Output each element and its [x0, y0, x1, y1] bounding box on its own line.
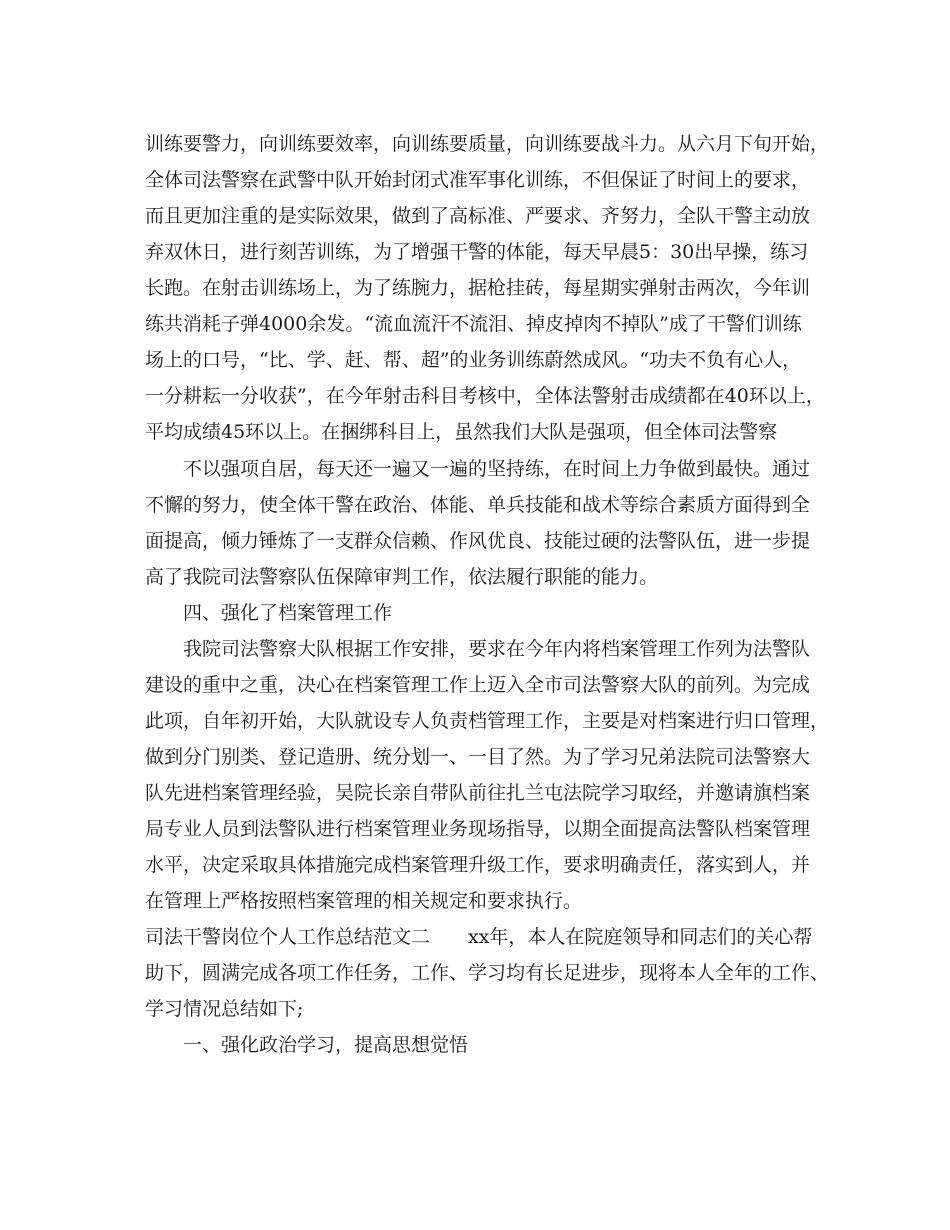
text-line: 不以强项自居，每天还一遍又一遍的坚持练，在时间上力争做到最快。通过 [183, 458, 811, 480]
text-line: 水平，决定采取具体措施完成档案管理升级工作，要求明确责任，落实到人，并 [145, 854, 811, 876]
text-line: 练共消耗子弹4000余发。“流血流汗不流泪、掉皮掉肉不掉队”成了干警们训练 [145, 313, 802, 335]
text-line: 我院司法警察大队根据工作安排，要求在今年内将档案管理工作列为法警队 [183, 638, 811, 660]
text-line: 而且更加注重的是实际效果，做到了高标准、严要求、齐努力，全队干警主动放 [145, 205, 811, 227]
text-line: 局专业人员到法警队进行档案管理业务现场指导，以期全面提高法警队档案管理 [145, 818, 811, 840]
text-line: 面提高，倾力锤炼了一支群众信赖、作风优良、技能过硬的法警队伍，进一步提 [145, 530, 811, 552]
text-line: 全体司法警察在武警中队开始封闭式准军事化训练，不但保证了时间上的要求， [145, 169, 811, 191]
text-line: 不懈的努力，使全体干警在政治、体能、单兵技能和战术等综合素质方面得到全 [145, 494, 811, 516]
text-line: 一分耕耘一分收获”，在今年射击科目考核中，全体法警射击成绩都在40环以上， [145, 385, 825, 407]
text-line: 助下，圆满完成各项工作任务，工作、学习均有长足进步，现将本人全年的工作、 [145, 962, 830, 984]
text-line: 训练要警力，向训练要效率，向训练要质量，向训练要战斗力。从六月下旬开始， [145, 133, 830, 155]
section-heading: 四、强化了档案管理工作 [183, 602, 393, 624]
text-line: 司法干警岗位个人工作总结范文二 xx年，本人在院庭领导和同志们的关心帮 [145, 926, 813, 948]
text-line: 长跑。在射击训练场上，为了练腕力，据枪挂砖，每星期实弹射击两次，今年训 [145, 277, 811, 299]
text-line: 做到分门别类、登记造册、统分划一、一目了然。为了学习兄弟法院司法警察大 [145, 746, 811, 768]
text-line: 建设的重中之重，决心在档案管理工作上迈入全市司法警察大队的前列。为完成 [145, 674, 811, 696]
text-line: 高了我院司法警察队伍保障审判工作，依法履行职能的能力。 [145, 566, 659, 588]
section-heading: 一、强化政治学习，提高思想觉悟 [183, 1034, 469, 1056]
text-line: 学习情况总结如下; [145, 998, 304, 1020]
text-line: 弃双休日，进行刻苦训练，为了增强干警的体能，每天早晨5：30出早操，练习 [145, 241, 809, 263]
text-line: 此项，自年初开始，大队就设专人负责档管理工作，主要是对档案进行归口管理， [145, 710, 830, 732]
text-line: 场上的口号，“比、学、赶、帮、超”的业务训练蔚然成风。“功夫不负有心人， [145, 349, 802, 371]
text-line: 队先进档案管理经验，吴院长亲自带队前往扎兰屯法院学习取经，并邀请旗档案 [145, 782, 811, 804]
text-line: 平均成绩45环以上。在捆绑科目上，虽然我们大队是强项，但全体司法警察 [145, 421, 778, 443]
text-line: 在管理上严格按照档案管理的相关规定和要求执行。 [145, 890, 583, 912]
